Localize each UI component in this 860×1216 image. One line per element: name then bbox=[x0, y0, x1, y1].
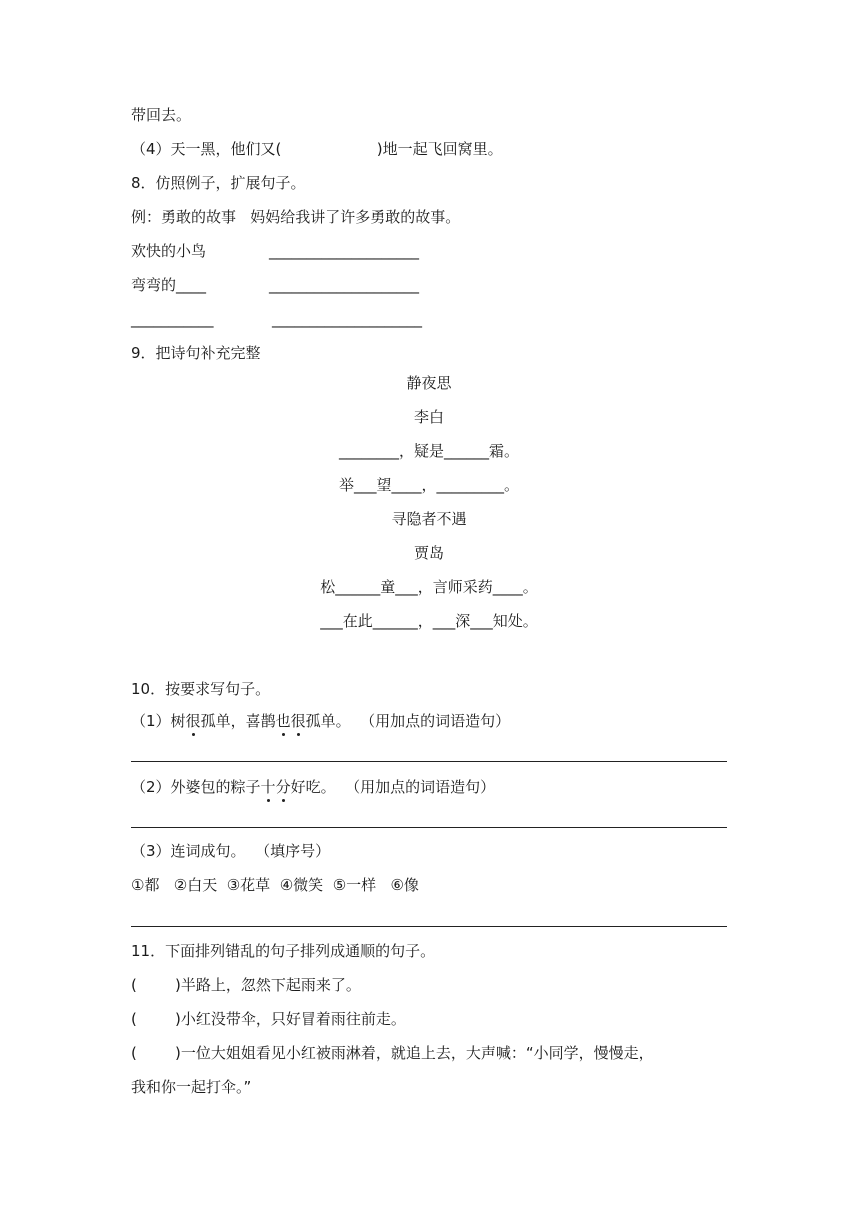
poem1-line1: ________，疑是______霜。 bbox=[338, 442, 519, 460]
q8-row3-left: ___________ bbox=[131, 310, 214, 328]
poem1-title: 静夜思 bbox=[406, 374, 452, 392]
dotted-word: 分 bbox=[275, 778, 291, 796]
q8-row1-blank: ____________________ bbox=[269, 242, 419, 260]
q8-title: 8．仿照例子，扩展句子。 bbox=[131, 174, 306, 192]
q11-sentence-2: ( )小红没带伞，只好冒着雨往前走。 bbox=[131, 1010, 406, 1028]
text-line: 带回去。 bbox=[131, 106, 192, 124]
q10-title: 10．按要求写句子。 bbox=[131, 680, 271, 698]
poem2-title: 寻隐者不遇 bbox=[391, 510, 467, 528]
answer-line bbox=[131, 761, 727, 762]
poem2-line2: ___在此______，___深___知处。 bbox=[320, 612, 538, 630]
poem1-author: 李白 bbox=[413, 408, 444, 426]
q9-title: 9．把诗句补充完整 bbox=[131, 344, 261, 362]
q11-sentence-3: ( )一位大姐姐看见小红被雨淋着，就追上去，大声喊：“小同学，慢慢走， bbox=[131, 1044, 654, 1062]
q10-item-2 bbox=[131, 776, 495, 798]
q11-sentence-1: ( )半路上，忽然下起雨来了。 bbox=[131, 976, 361, 994]
q8-row1-left: 欢快的小鸟 bbox=[131, 242, 207, 260]
q10-1-text: 孤单，喜鹊 bbox=[200, 712, 276, 730]
q8-example: 例：勇敢的故事 妈妈给我讲了许多勇敢的故事。 bbox=[131, 208, 461, 226]
q10-2-text: 好吃。 （用加点的词语造句） bbox=[290, 778, 496, 796]
q10-item-3-words: ①都 ②白天 ③花草 ④微笑 ⑤一样 ⑥像 bbox=[131, 876, 419, 894]
dotted-word: 很 bbox=[185, 712, 201, 730]
dotted-word: 很 bbox=[290, 712, 306, 730]
poem2-line1: 松______童___，言师采药____。 bbox=[320, 578, 538, 596]
poem1-line2: 举___望____，_________。 bbox=[338, 476, 519, 494]
answer-line bbox=[131, 827, 727, 828]
q10-1-text: （1）树 bbox=[131, 712, 186, 730]
q10-1-text: 孤单。 （用加点的词语造句） bbox=[305, 712, 511, 730]
q8-row3-blank: ____________________ bbox=[272, 310, 422, 328]
dotted-word: 十 bbox=[260, 778, 276, 796]
q11-sentence-3-cont: 我和你一起打伞。” bbox=[131, 1078, 252, 1096]
q10-item-1 bbox=[131, 710, 510, 732]
poem2-author: 贾岛 bbox=[413, 544, 444, 562]
q10-2-text: （2）外婆包的粽子 bbox=[131, 778, 261, 796]
q8-row2-left: 弯弯的____ bbox=[131, 276, 207, 294]
q8-row2-blank: ____________________ bbox=[269, 276, 419, 294]
q10-item-3: （3）连词成句。 （填序号） bbox=[131, 842, 331, 860]
dotted-word: 也 bbox=[275, 712, 291, 730]
q11-title: 11．下面排列错乱的句子排列成通顺的句子。 bbox=[131, 942, 436, 960]
q7-item-4: （4）天一黑，他们又( )地一起飞回窝里。 bbox=[131, 140, 503, 158]
answer-line bbox=[131, 926, 727, 927]
